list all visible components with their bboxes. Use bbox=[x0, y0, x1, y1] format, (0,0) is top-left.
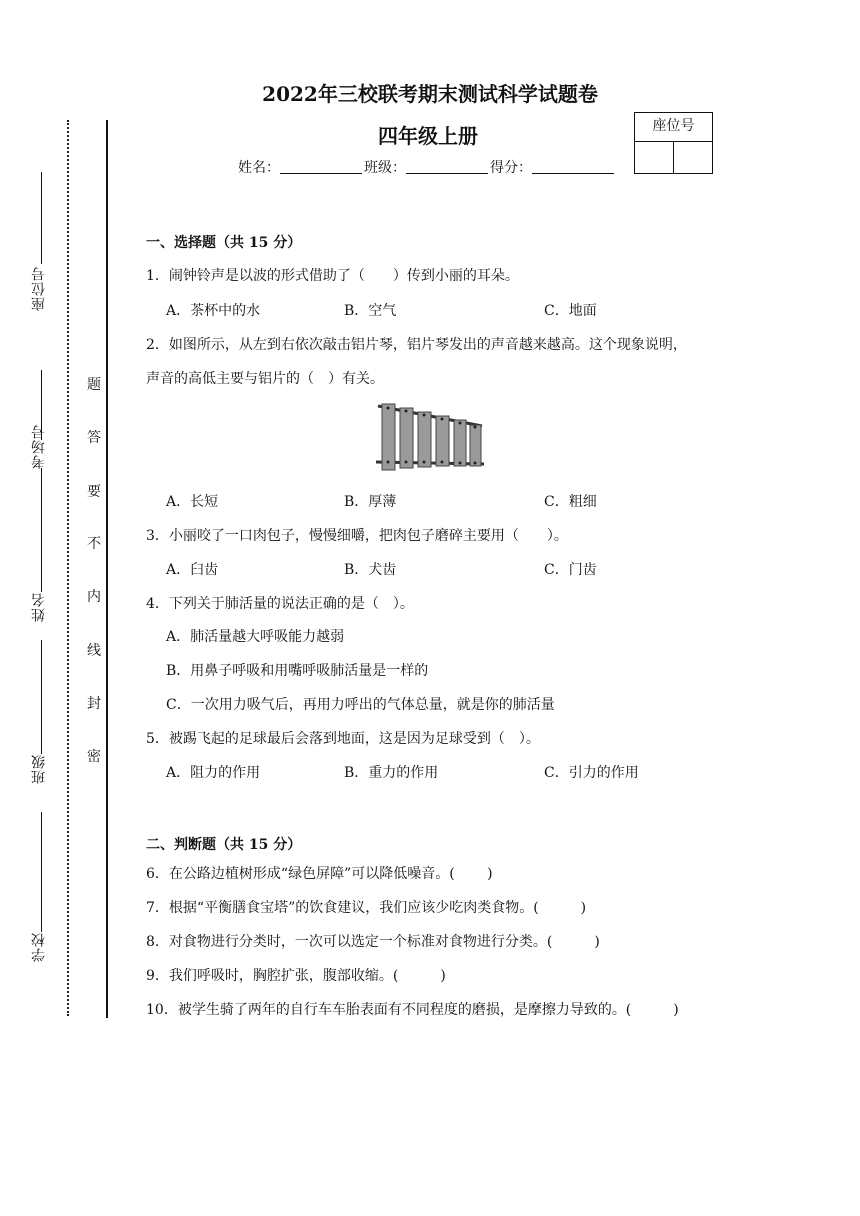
xylophone-bar bbox=[454, 420, 466, 466]
question-2: 2．如图所示，从左到右依次敲击铝片琴，铝片琴发出的声音越来越高。这个现象说明， bbox=[146, 337, 687, 353]
question-10: 10．被学生骑了两年的自行车车胎表面有不同程度的磨损，是摩擦力导致的。( ) bbox=[146, 1002, 679, 1018]
warning-char: 要 bbox=[87, 484, 101, 500]
seat-box-title: 座位号 bbox=[635, 113, 712, 142]
question-3: 3．小丽咬了一口肉包子，慢慢细嚼，把肉包子磨碎主要用（ ）。 bbox=[146, 528, 568, 544]
q1-option-a[interactable]: A．茶杯中的水 bbox=[166, 303, 261, 319]
xylophone-bar bbox=[400, 408, 413, 468]
class-label: 班级 bbox=[31, 754, 47, 784]
question-9: 9．我们呼吸时，胸腔扩张，腹部收缩。( ) bbox=[146, 968, 446, 984]
score-field-label: 得分： bbox=[490, 160, 532, 176]
q2-option-a[interactable]: A．长短 bbox=[166, 494, 219, 510]
q4-option-a[interactable]: A．肺活量越大呼吸能力越弱 bbox=[166, 629, 345, 645]
solid-border-line bbox=[106, 120, 108, 1018]
school-label: 学校 bbox=[31, 932, 47, 962]
q2-option-b[interactable]: B．厚薄 bbox=[344, 494, 397, 510]
xylophone-bar bbox=[418, 412, 431, 467]
question-1: 1．闹钟铃声是以波的形式借助了（ ）传到小丽的耳朵。 bbox=[146, 268, 519, 284]
question-4: 4．下列关于肺活量的说法正确的是（ ）。 bbox=[146, 596, 414, 612]
q5-option-a[interactable]: A．阻力的作用 bbox=[166, 765, 261, 781]
question-5: 5．被踢飞起的足球最后会落到地面，这是因为足球受到（ ）。 bbox=[146, 731, 540, 747]
seat-box-cell[interactable] bbox=[635, 142, 674, 173]
q4-option-c[interactable]: C．一次用力吸气后，再用力呼出的气体总量，就是你的肺活量 bbox=[166, 697, 555, 713]
exam-subtitle: 四年级上册 bbox=[378, 124, 478, 148]
class-blank[interactable] bbox=[406, 159, 488, 174]
class-field-label: 班级： bbox=[364, 160, 406, 176]
name-label: 姓名 bbox=[31, 592, 47, 622]
q5-option-c[interactable]: C．引力的作用 bbox=[544, 765, 639, 781]
xylophone-image bbox=[372, 398, 488, 472]
student-info-row bbox=[238, 157, 616, 177]
question-7: 7．根据“平衡膳食宝塔”的饮食建议，我们应该少吃肉类食物。( ) bbox=[146, 900, 587, 916]
warning-char: 封 bbox=[87, 696, 101, 712]
q1-option-c[interactable]: C．地面 bbox=[544, 303, 597, 319]
q3-option-a[interactable]: A．臼齿 bbox=[166, 562, 219, 578]
q3-option-b[interactable]: B．犬齿 bbox=[344, 562, 397, 578]
q5-option-b[interactable]: B．重力的作用 bbox=[344, 765, 439, 781]
xylophone-bar bbox=[436, 416, 449, 466]
exam-title: 2022年三校联考期末测试科学试题卷 bbox=[262, 82, 598, 106]
question-6: 6．在公路边植树形成“绿色屏障”可以降低噪音。( ) bbox=[146, 866, 493, 882]
warning-char: 内 bbox=[87, 589, 101, 605]
seat-no-line bbox=[41, 172, 42, 264]
seat-number-box bbox=[634, 112, 713, 174]
warning-char: 密 bbox=[87, 749, 101, 765]
name-field-label: 姓名： bbox=[238, 160, 280, 176]
question-8: 8．对食物进行分类时，一次可以选定一个标准对食物进行分类。( ) bbox=[146, 934, 600, 950]
warning-char: 线 bbox=[87, 643, 101, 659]
warning-char: 题 bbox=[87, 377, 101, 393]
section-title-choice: 一、选择题（共 15 分） bbox=[146, 235, 302, 251]
warning-char: 答 bbox=[87, 430, 101, 446]
exam-room-label: 考场号 bbox=[31, 424, 47, 469]
section-title-judge: 二、判断题（共 15 分） bbox=[146, 837, 302, 853]
q4-option-b[interactable]: B．用鼻子呼吸和用嘴呼吸肺活量是一样的 bbox=[166, 663, 429, 679]
q3-option-c[interactable]: C．门齿 bbox=[544, 562, 597, 578]
class-line bbox=[41, 640, 42, 754]
q2-option-c[interactable]: C．粗细 bbox=[544, 494, 597, 510]
xylophone-bar bbox=[382, 404, 395, 470]
q1-option-b[interactable]: B．空气 bbox=[344, 303, 397, 319]
name-line bbox=[41, 468, 42, 592]
name-blank[interactable] bbox=[280, 159, 362, 174]
warning-char: 不 bbox=[87, 536, 101, 552]
seat-no-label: 座位号 bbox=[31, 266, 47, 311]
question-2-line2: 声音的高低主要与铝片的（ ）有关。 bbox=[146, 371, 384, 387]
school-line bbox=[41, 812, 42, 932]
dashed-cut-line bbox=[67, 120, 69, 1016]
score-blank[interactable] bbox=[532, 159, 614, 174]
xylophone-bar bbox=[470, 425, 481, 466]
